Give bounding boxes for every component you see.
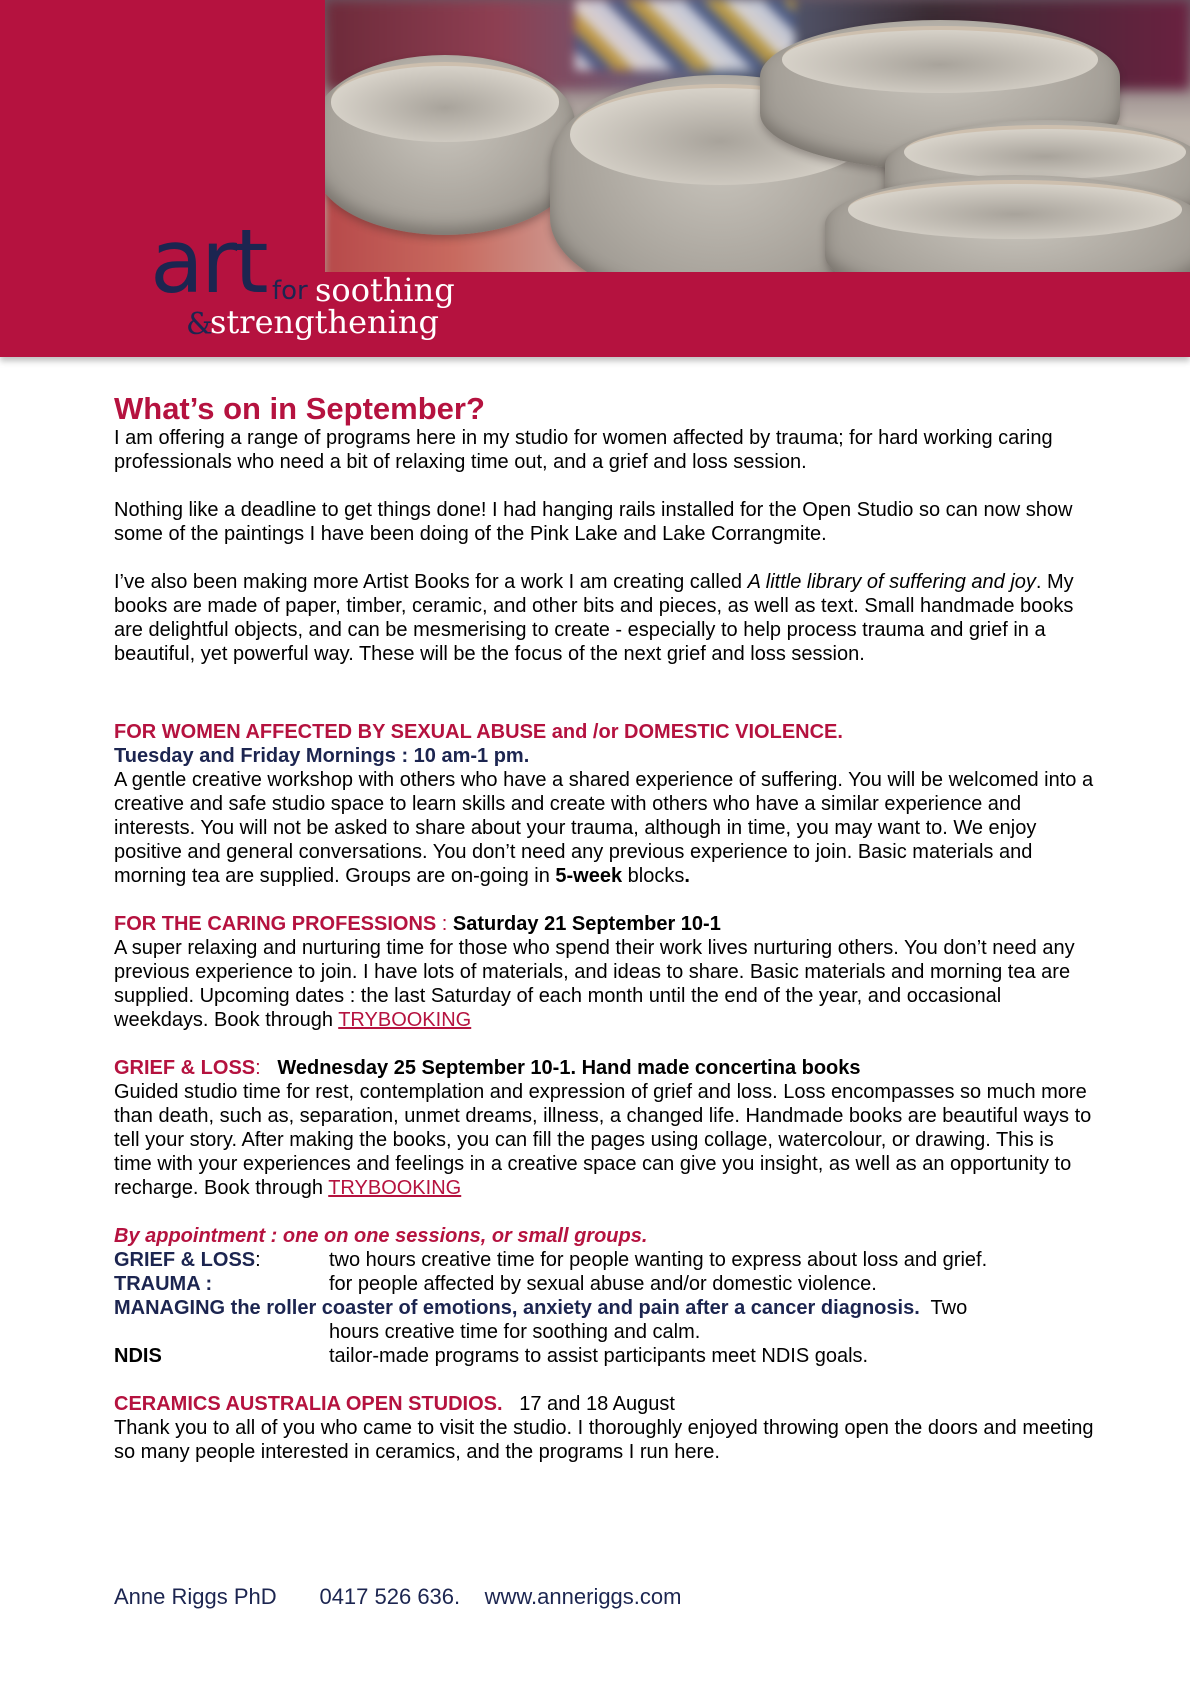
section-caring [114,912,1094,1032]
section-ceramics [114,1392,1094,1464]
caring-date: Saturday 21 September 10-1 [452,913,721,935]
women-block-length: 5-week [555,865,623,887]
women-heading: FOR WOMEN AFFECTED BY SEXUAL ABUSE and /or DOMESTIC VIOLENCE. [114,721,843,743]
footer-contact [114,1584,681,1610]
women-body [114,768,1094,888]
grief-separator: : [255,1057,278,1079]
appointment-grief-text: two hours creative time for people wanting to express about loss and grief. [329,1249,988,1271]
logo-soothing: soothing [315,271,455,309]
caring-body [114,936,1094,1032]
appointment-trauma-row [114,1272,1094,1296]
intro-text-1: I am offering a range of programs here in my studio for women affected by trauma; for hard working caring professionals who need a bit of relaxing time out, and a grief and loss session. [114,427,1053,473]
logo-ampersand: & [186,307,213,342]
women-schedule: Tuesday and Friday Mornings : 10 am-1 pm. [114,745,530,767]
grief-date: Wednesday 25 September 10-1. Hand made concertina books [277,1057,861,1079]
intro-paragraph-2 [114,498,1094,546]
women-body-text: A gentle creative workshop with others who have a shared experience of suffering. You will be welcomed into a creative and safe studio space to learn skills and create with others who have a similar experience and interests. You will not be asked to share about your trauma, although in time, you may want to. We enjoy positive and general conversations. You don’t need any previous experience to join. Basic materials and morning tea are supplied. Groups are on-going in [114,769,1094,887]
appointment-heading: By appointment : one on one sessions, or small groups. [114,1225,648,1247]
ceramics-body: Thank you to all of you who came to visit the studio. I thoroughly enjoyed throwing open the doors and meeting so many people interested in ceramics, and the programs I run here. [114,1417,1094,1463]
appointment-cancer-text-a: Two [919,1297,968,1319]
photo-tiles [575,0,795,70]
ceramics-heading: CERAMICS AUSTRALIA OPEN STUDIOS. [114,1393,503,1415]
section-grief [114,1056,1094,1200]
logo-for: for [272,276,308,306]
intro-paragraph-1 [114,426,1094,474]
appointment-grief-row [114,1248,1094,1272]
ceramics-heading-line [114,1392,1094,1416]
section-appointment [114,1224,1094,1368]
header-banner [0,0,1190,357]
women-body-period: . [684,865,690,887]
logo-strengthening: strengthening [210,303,439,341]
intro-paragraph-3 [114,570,1094,666]
logo [150,210,490,350]
appointment-grief-label: GRIEF & LOSS [114,1249,256,1271]
appointment-ndis-row [114,1344,1094,1368]
section-women [114,720,1094,888]
grief-body-text: Guided studio time for rest, contemplation and expression of grief and loss. Loss encompasses so much more than death, such as, separation, unmet dreams, illness, a changed life. Handmade books are beautiful ways to tell your story. After making the books, you can fill the pages using collage, watercolour, or drawing. This is time with your experiences and feelings in a creative space can give you insight, as well as an opportunity to recharge. Book through [114,1081,1092,1199]
footer-phone[interactable]: 0417 526 636. [319,1584,461,1609]
appointment-trauma-text: for people affected by sexual abuse and/or domestic violence. [329,1273,877,1295]
caring-heading: FOR THE CARING PROFESSIONS [114,913,437,935]
women-body-end: blocks [622,865,685,887]
footer-name: Anne Riggs PhD [114,1584,277,1609]
logo-art: art [150,210,266,313]
appointment-grief-colon: : [255,1249,261,1271]
appointment-trauma-label: TRAUMA : [114,1273,213,1295]
intro-text-3a: I’ve also been making more Artist Books for a work I am creating called [114,571,748,593]
caring-separator: : [436,913,453,935]
appointment-cancer-text-b: hours creative time for soothing and calm. [329,1321,701,1343]
newsletter-content [114,392,1094,1464]
grief-body [114,1080,1094,1200]
grief-trybooking-link[interactable]: TRYBOOKING [328,1177,462,1199]
page-title: What’s on in September? [114,391,485,426]
appointment-cancer-label: MANAGING the roller coaster of emotions, anxiety and pain after a cancer diagnosis. [114,1297,920,1319]
caring-heading-line [114,912,1094,936]
appointment-ndis-label: NDIS [114,1345,162,1367]
bowl [825,175,1190,272]
intro-text-2: Nothing like a deadline to get things done! I had hanging rails installed for the Open Studio so can now show some of the paintings I have been doing of the Pink Lake and Lake Corrangmite. [114,499,1073,545]
ceramics-dates: 17 and 18 August [502,1393,675,1415]
grief-heading-line [114,1056,1094,1080]
appointment-grief-label-wrap [114,1248,329,1272]
footer-website-link[interactable]: www.anneriggs.com [484,1584,682,1609]
bowl [325,55,575,235]
book-title: A little library of suffering and joy [747,571,1036,593]
caring-trybooking-link[interactable]: TRYBOOKING [338,1009,472,1031]
caring-body-text: A super relaxing and nurturing time for those who spend their work lives nurturing others. You don’t need any previous experience to join. I have lots of materials, and ideas to share. Basic materials and morning tea are supplied. Upcoming dates : the last Saturday of each month until the end of the year, and occasional weekdays. Book through [114,937,1075,1031]
grief-heading: GRIEF & LOSS [114,1057,256,1079]
intro-text-3b: . My books are made of paper, timber, ceramic, and other bits and pieces, as well as text. Small handmade books are delightful objects, and can be mesmerising to create - especially to help process trauma and grief in a beautiful, yet powerful way. These will be the focus of the next grief and loss session. [114,571,1074,665]
appointment-ndis-text: tailor-made programs to assist participants meet NDIS goals. [329,1345,869,1367]
appointment-cancer-line [114,1296,1094,1320]
